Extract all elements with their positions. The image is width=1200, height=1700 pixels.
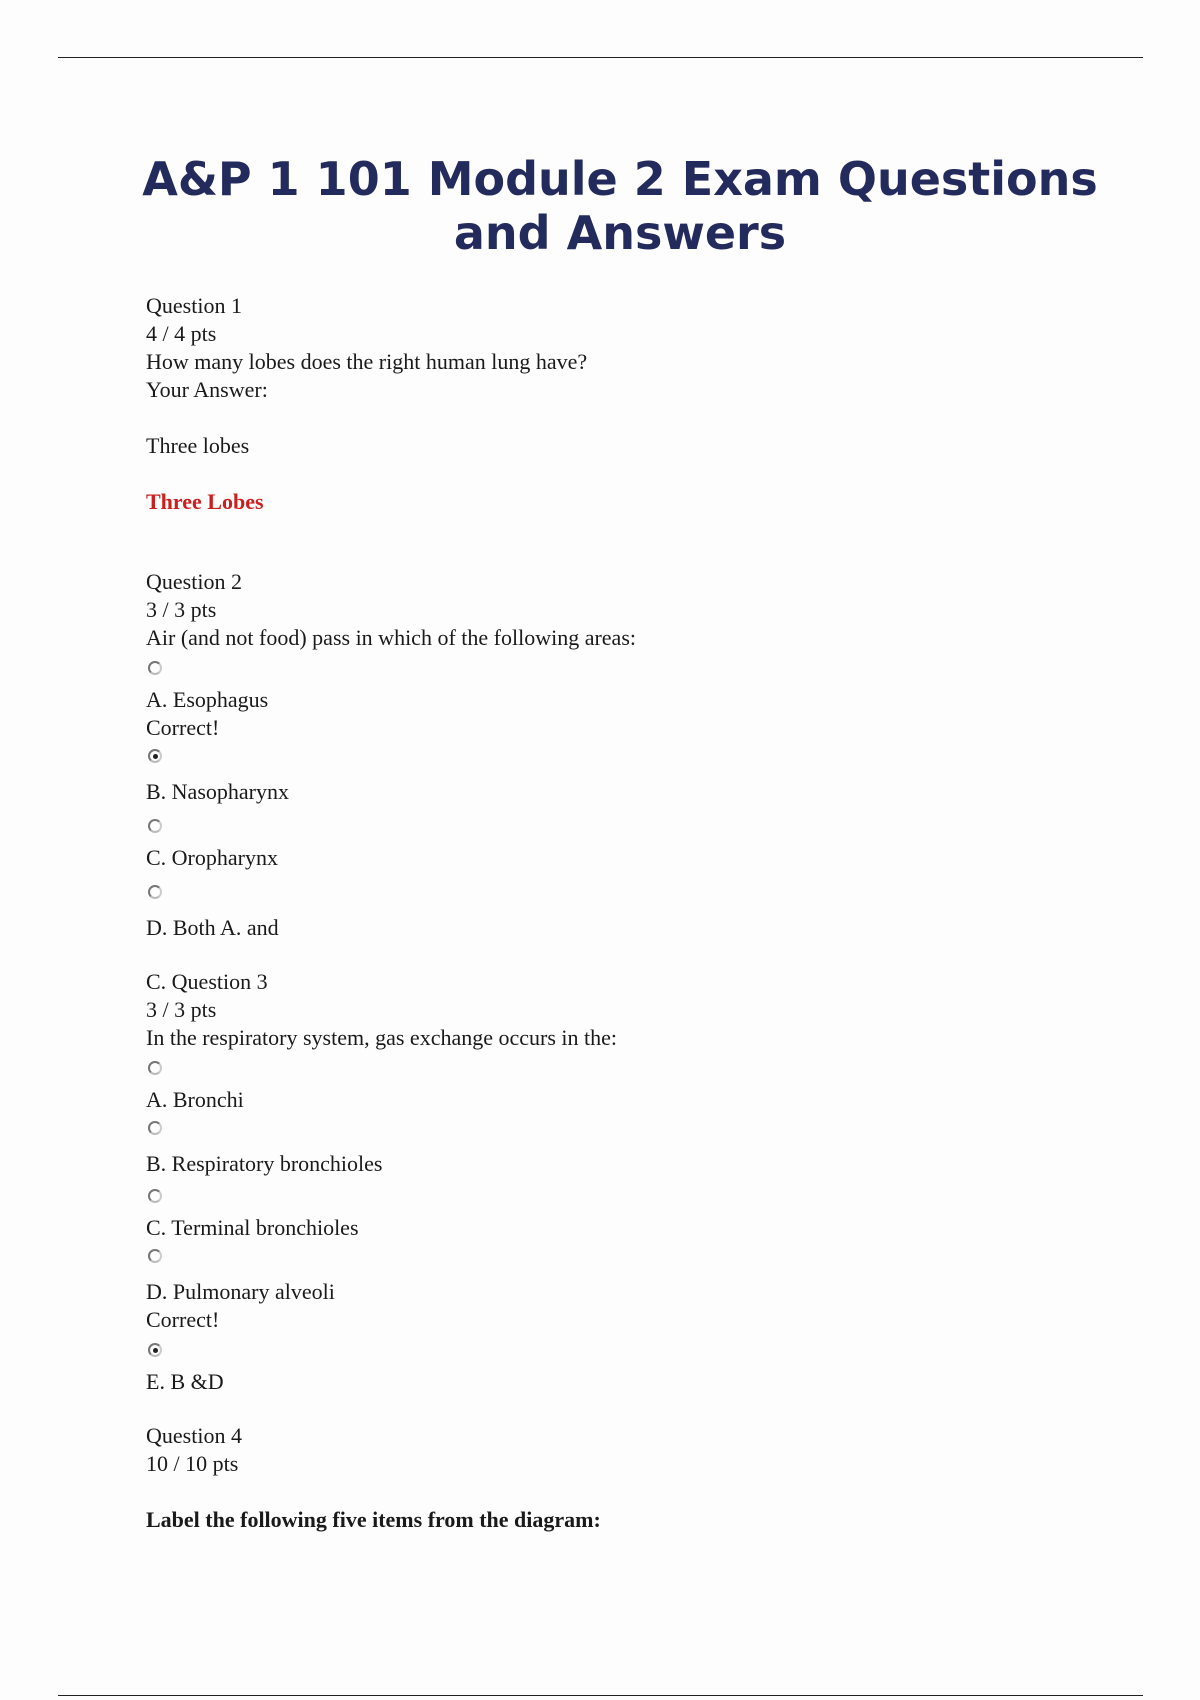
question-3 bbox=[146, 968, 1126, 1396]
radio-option-d[interactable] bbox=[148, 1249, 162, 1263]
page-title: A&P 1 101 Module 2 Exam Questions and Answers bbox=[142, 152, 1098, 260]
radio-option-e[interactable] bbox=[148, 1343, 162, 1357]
radio-option-c[interactable] bbox=[148, 819, 162, 833]
option-text: C. Oropharynx bbox=[146, 845, 278, 870]
question-4-points: 10 / 10 pts bbox=[146, 1451, 239, 1476]
radio-option-c[interactable] bbox=[148, 1189, 162, 1203]
your-answer-text: Three lobes bbox=[146, 433, 250, 458]
question-3-label: C. Question 3 bbox=[146, 969, 268, 994]
question-1 bbox=[146, 292, 1126, 516]
question-3-points: 3 / 3 pts bbox=[146, 997, 217, 1022]
option-text: B. Nasopharynx bbox=[146, 779, 289, 804]
question-2 bbox=[146, 568, 1126, 942]
question-2-label: Question 2 bbox=[146, 569, 242, 594]
question-1-points: 4 / 4 pts bbox=[146, 321, 217, 346]
exam-content bbox=[146, 292, 1126, 1534]
question-1-prompt: How many lobes does the right human lung have? bbox=[146, 349, 588, 374]
correct-answer-text: Three Lobes bbox=[146, 489, 264, 514]
option-text: E. B &D bbox=[146, 1369, 224, 1394]
top-rule bbox=[58, 57, 1143, 58]
question-3-prompt: In the respiratory system, gas exchange occurs in the: bbox=[146, 1025, 618, 1050]
option-text: D. Pulmonary alveoli bbox=[146, 1279, 335, 1304]
radio-option-a[interactable] bbox=[148, 661, 162, 675]
your-answer-label: Your Answer: bbox=[146, 377, 268, 402]
option-text: A. Esophagus bbox=[146, 687, 269, 712]
question-2-points: 3 / 3 pts bbox=[146, 597, 217, 622]
radio-option-a[interactable] bbox=[148, 1061, 162, 1075]
question-4-label: Question 4 bbox=[146, 1423, 242, 1448]
question-2-prompt: Air (and not food) pass in which of the following areas: bbox=[146, 625, 636, 650]
option-text: D. Both A. and bbox=[146, 915, 279, 940]
question-1-label: Question 1 bbox=[146, 293, 242, 318]
question-4 bbox=[146, 1422, 1126, 1534]
correct-marker: Correct! bbox=[146, 1307, 220, 1332]
bottom-rule bbox=[58, 1695, 1143, 1696]
option-text: B. Respiratory bronchioles bbox=[146, 1151, 383, 1176]
correct-marker: Correct! bbox=[146, 715, 220, 740]
radio-option-b[interactable] bbox=[148, 1121, 162, 1135]
question-4-prompt: Label the following five items from the diagram: bbox=[146, 1507, 601, 1532]
option-text: C. Terminal bronchioles bbox=[146, 1215, 359, 1240]
radio-option-b[interactable] bbox=[148, 749, 162, 763]
option-text: A. Bronchi bbox=[146, 1087, 244, 1112]
radio-option-d[interactable] bbox=[148, 885, 162, 899]
